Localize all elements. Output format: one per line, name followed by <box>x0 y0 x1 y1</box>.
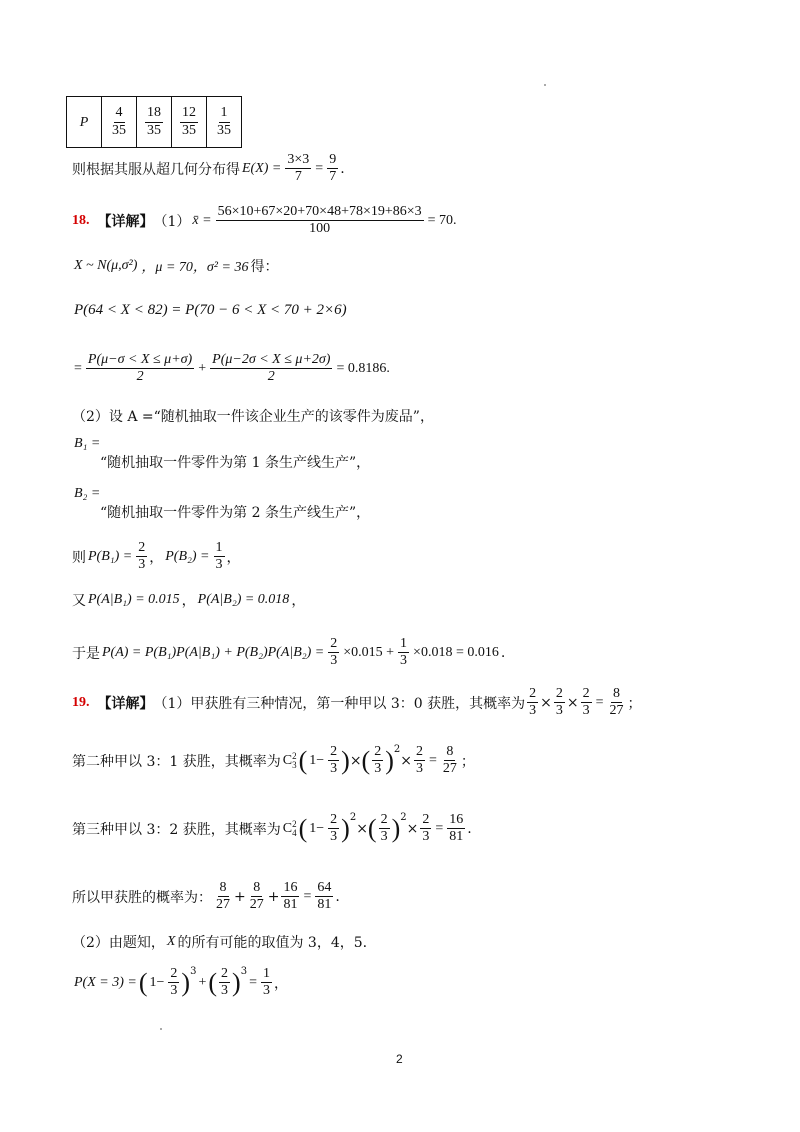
distribution-line: X ~ N(μ,σ²) ，μ = 70，σ² = 36 得： <box>74 258 279 275</box>
probability-sum-line: = $\frac{P(\mu-\sigma < X \le \mu+\sigma)}{2}$ + $\frac{P(\mu-2\sigma < X \le \mu+2\sigma)}{2}$ = 0.8186. <box>74 352 390 385</box>
case-three-line: 第三种甲以 3：2 获胜，其概率为 C 2 4 ( 1− $\frac{2}{3}$ ) 2 × ( $\frac{2}{3}$ ) 2 × $\frac{2}{3}$ = $\frac{16}{81}$ . <box>72 812 472 845</box>
event-b2-line: B₂ = “随机抽取一件零件为第 2 条生产线生产”， <box>74 486 371 521</box>
case-two-line: 第二种甲以 3：1 获胜，其概率为 C 2 3 ( 1− $\frac{2}{3}$ ) × ( $\frac{2}{3}$ ) 2 × $\frac{2}{3}$ = $\frac{8}{27}$ ； <box>72 744 475 777</box>
values-line: （2）由题知， X 的所有可能的取值为 3，4，5. <box>72 934 368 951</box>
speck <box>160 1028 162 1030</box>
question-18-line: 18. 【详解】 （1） x̄ = $\frac{56\times 10+67\times 20+70\times 48+78\times 19+86\times 3}{100}$ = 70. <box>72 204 457 237</box>
answer-tag: 【详解】 <box>97 213 154 230</box>
table-cell: $\frac{4}{35}$ <box>102 97 137 148</box>
prior-probabilities-line: 则 P(B₁) = $\frac{2}{3}$ ， P(B₂) = $\frac{1}{3}$ ， <box>72 540 241 573</box>
table-header-cell: P <box>67 97 102 148</box>
question-19-line: 19. 【详解】 （1）甲获胜有三种情况，第一种甲以 3：0 获胜，其概率为 $\frac{2}{3}$ × $\frac{2}{3}$ × $\frac{2}{3}$ = $\frac{8}{27}$ ； <box>72 686 642 719</box>
table-cell: $\frac{1}{35}$ <box>207 97 242 148</box>
question-number: 19. <box>72 694 90 710</box>
probability-line: P(64 < X < 82) = P(70 − 6 < X < 70 + 2×6) <box>74 302 347 318</box>
answer-tag: 【详解】 <box>97 695 154 712</box>
table-cell: $\frac{18}{35}$ <box>137 97 172 148</box>
table-cell: $\frac{12}{35}$ <box>172 97 207 148</box>
event-a-line: （2）设 A =“随机抽取一件该企业生产的该零件为废品”， <box>72 409 434 425</box>
speck <box>544 84 546 86</box>
page-number: 2 <box>396 1052 403 1066</box>
question-number: 18. <box>72 212 90 228</box>
event-b1-line: B₁ = “随机抽取一件零件为第 1 条生产线生产”， <box>74 436 371 471</box>
win-probability-line: 所以甲获胜的概率为： $\frac{8}{27}$ + $\frac{8}{27}$ + $\frac{16}{81}$ = $\frac{64}{81}$ . <box>72 880 340 913</box>
conditional-probabilities-line: 又 P(A|B₁) = 0.015 ， P(A|B₂) = 0.018 ， <box>72 592 306 609</box>
probability-table <box>66 96 242 148</box>
p-x-equals-3-line: P(X = 3) = ( 1− $\frac{2}{3}$ ) 3 + ( $\frac{2}{3}$ ) 3 = $\frac{1}{3}$ ， <box>74 966 288 999</box>
total-probability-line: 于是 P(A) = P(B₁)P(A|B₁) + P(B₂)P(A|B₂) = $\frac{2}{3}$ ×0.015 + $\frac{1}{3}$ ×0.018 = 0.016 . <box>72 636 506 669</box>
expectation-line: 则根据其服从超几何分布得 E(X) = $\frac{3\times 3}{7}$ = $\frac{9}{7}$ . <box>72 152 345 185</box>
